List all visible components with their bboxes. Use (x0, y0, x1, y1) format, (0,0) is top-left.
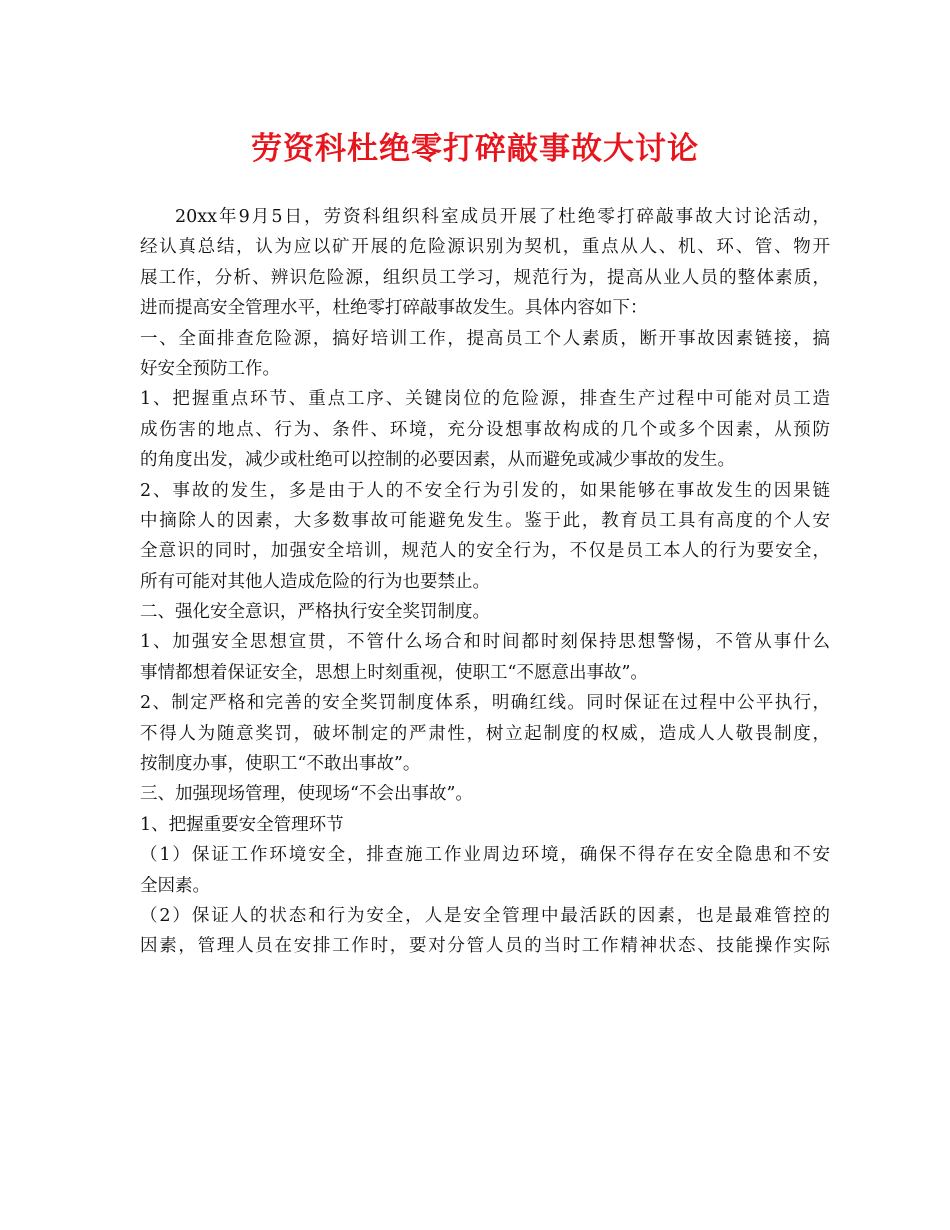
body-line: 1、把握重要安全管理环节 (140, 814, 344, 835)
body-line: 中摘除人的因素，大多数事故可能避免发生。鉴于此，教育员工具有高度的个人安 (140, 510, 830, 531)
body-line: 进而提高安全管理水平，杜绝零打碎敲事故发生。具体内容如下： (140, 298, 648, 319)
section-heading-line: 三、加强现场管理，使现场“不会出事故”。 (140, 784, 473, 805)
body-line: （1）保证工作环境安全，排查施工作业周边环境，确保不得存在安全隐患和不安 (140, 845, 830, 866)
body-line: 20xx年9月5日，劳资科组织科室成员开展了杜绝零打碎敲事故大讨论活动， (175, 207, 830, 227)
body-line: 经认真总结，认为应以矿开展的危险源识别为契机，重点从人、机、环、管、物开 (140, 237, 830, 258)
section-heading-line: 二、强化安全意识，严格执行安全奖罚制度。 (140, 602, 490, 623)
body-line: 成伤害的地点、行为、条件、环境，充分设想事故构成的几个或多个因素，从预防 (140, 419, 830, 440)
body-line: （2）保证人的状态和行为安全，人是安全管理中最活跃的因素，也是最难管控的 (140, 905, 830, 926)
body-line: 2、制定严格和完善的安全奖罚制度体系，明确红线。同时保证在过程中公平执行， (140, 693, 830, 714)
body-line: 事情都想着保证安全，思想上时刻重视，使职工“不愿意出事故”。 (140, 662, 648, 683)
body-line: 所有可能对其他人造成危险的行为也要禁止。 (140, 571, 490, 592)
body-line: 因素，管理人员在安排工作时，要对分管人员的当时工作精神状态、技能操作实际 (140, 936, 830, 957)
body-line: 1、加强安全思想宣贯，不管什么场合和时间都时刻保持思想警惕，不管从事什么 (140, 632, 830, 653)
body-line: 不得人为随意奖罚，破坏制定的严肃性，树立起制度的权威，造成人人敬畏制度， (140, 723, 830, 744)
document-title: 劳资科杜绝零打碎敲事故大讨论 (251, 131, 699, 167)
section-heading-line: 一、全面排查危险源，搞好培训工作，提高员工个人素质，断开事故因素链接，搞 (140, 328, 830, 349)
body-line: 按制度办事，使职工“不敢出事故”。 (140, 754, 421, 775)
body-line: 全因素。 (140, 875, 210, 896)
document-body (140, 202, 830, 962)
section-heading-line: 好安全预防工作。 (140, 358, 280, 379)
body-line: 的角度出发，减少或杜绝可以控制的必要因素，从而避免或减少事故的发生。 (140, 450, 735, 471)
body-line: 展工作，分析、辨识危险源，组织员工学习，规范行为，提高从业人员的整体素质， (140, 267, 830, 288)
body-line: 1、把握重点环节、重点工序、关键岗位的危险源，排查生产过程中可能对员工造 (140, 389, 830, 410)
body-line: 2、事故的发生，多是由于人的不安全行为引发的，如果能够在事故发生的因果链 (140, 480, 830, 501)
body-line: 全意识的同时，加强安全培训，规范人的安全行为，不仅是员工本人的行为要安全， (140, 541, 830, 562)
